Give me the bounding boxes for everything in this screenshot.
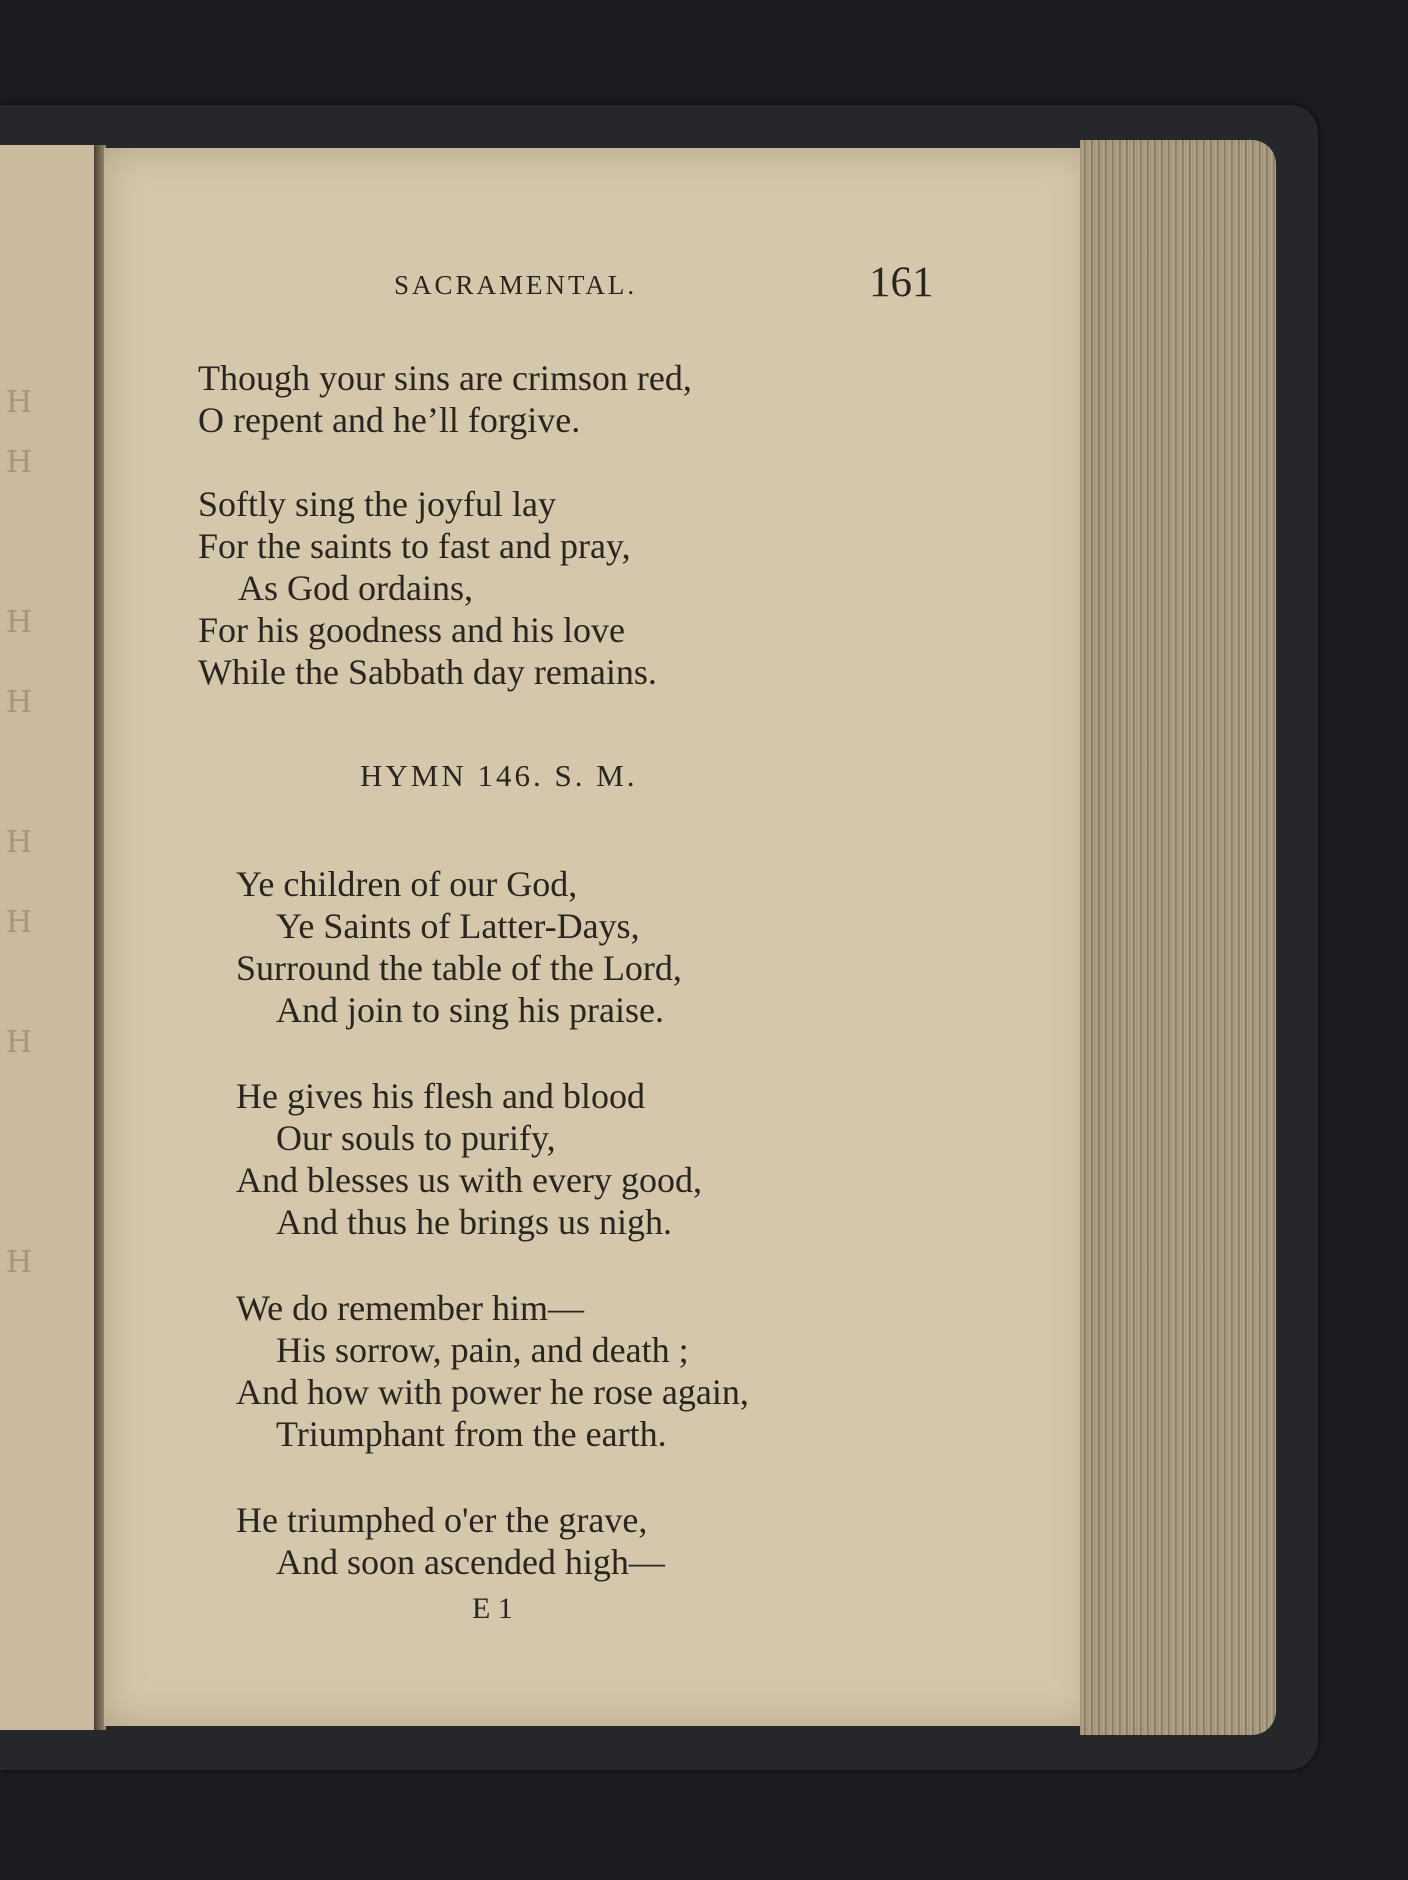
verse-line: Our souls to purify, (276, 1118, 556, 1158)
verse-line: Surround the table of the Lord, (236, 948, 682, 988)
page-edges (1080, 140, 1276, 1735)
verse-line: O repent and he’ll forgive. (198, 400, 581, 440)
verse-line: Ye children of our God, (236, 864, 578, 904)
verse-line: He gives his flesh and blood (236, 1076, 645, 1116)
verse-line: And how with power he rose again, (236, 1372, 749, 1412)
verse-line: Triumphant from the earth. (276, 1414, 667, 1454)
page-text (104, 148, 1094, 1726)
hymn-heading: HYMN 146. S. M. (360, 758, 638, 793)
verse-line: As God ordains, (238, 568, 473, 608)
signature-mark: E 1 (472, 1592, 513, 1625)
page-number: 161 (869, 259, 934, 306)
verse-line: And thus he brings us nigh. (276, 1202, 672, 1242)
verse-line: And join to sing his praise. (276, 990, 664, 1030)
verse-line: His sorrow, pain, and death ; (276, 1330, 689, 1370)
verse-line: Ye Saints of Latter-Days, (276, 906, 640, 946)
verse-line: Though your sins are crimson red, (198, 358, 692, 398)
verse-line: For his goodness and his love (198, 610, 625, 650)
verse-line: He triumphed o'er the grave, (236, 1500, 648, 1540)
verse-line: For the saints to fast and pray, (198, 526, 631, 566)
verse-line: And blesses us with every good, (236, 1160, 702, 1200)
verse-line: And soon ascended high— (276, 1542, 665, 1582)
running-head: SACRAMENTAL. (394, 270, 638, 300)
verse-line: Softly sing the joyful lay (198, 484, 556, 524)
verse-line: We do remember him— (236, 1288, 584, 1328)
verse-line: While the Sabbath day remains. (198, 652, 657, 692)
left-page-edge: H H H H H H H H (0, 145, 101, 1730)
